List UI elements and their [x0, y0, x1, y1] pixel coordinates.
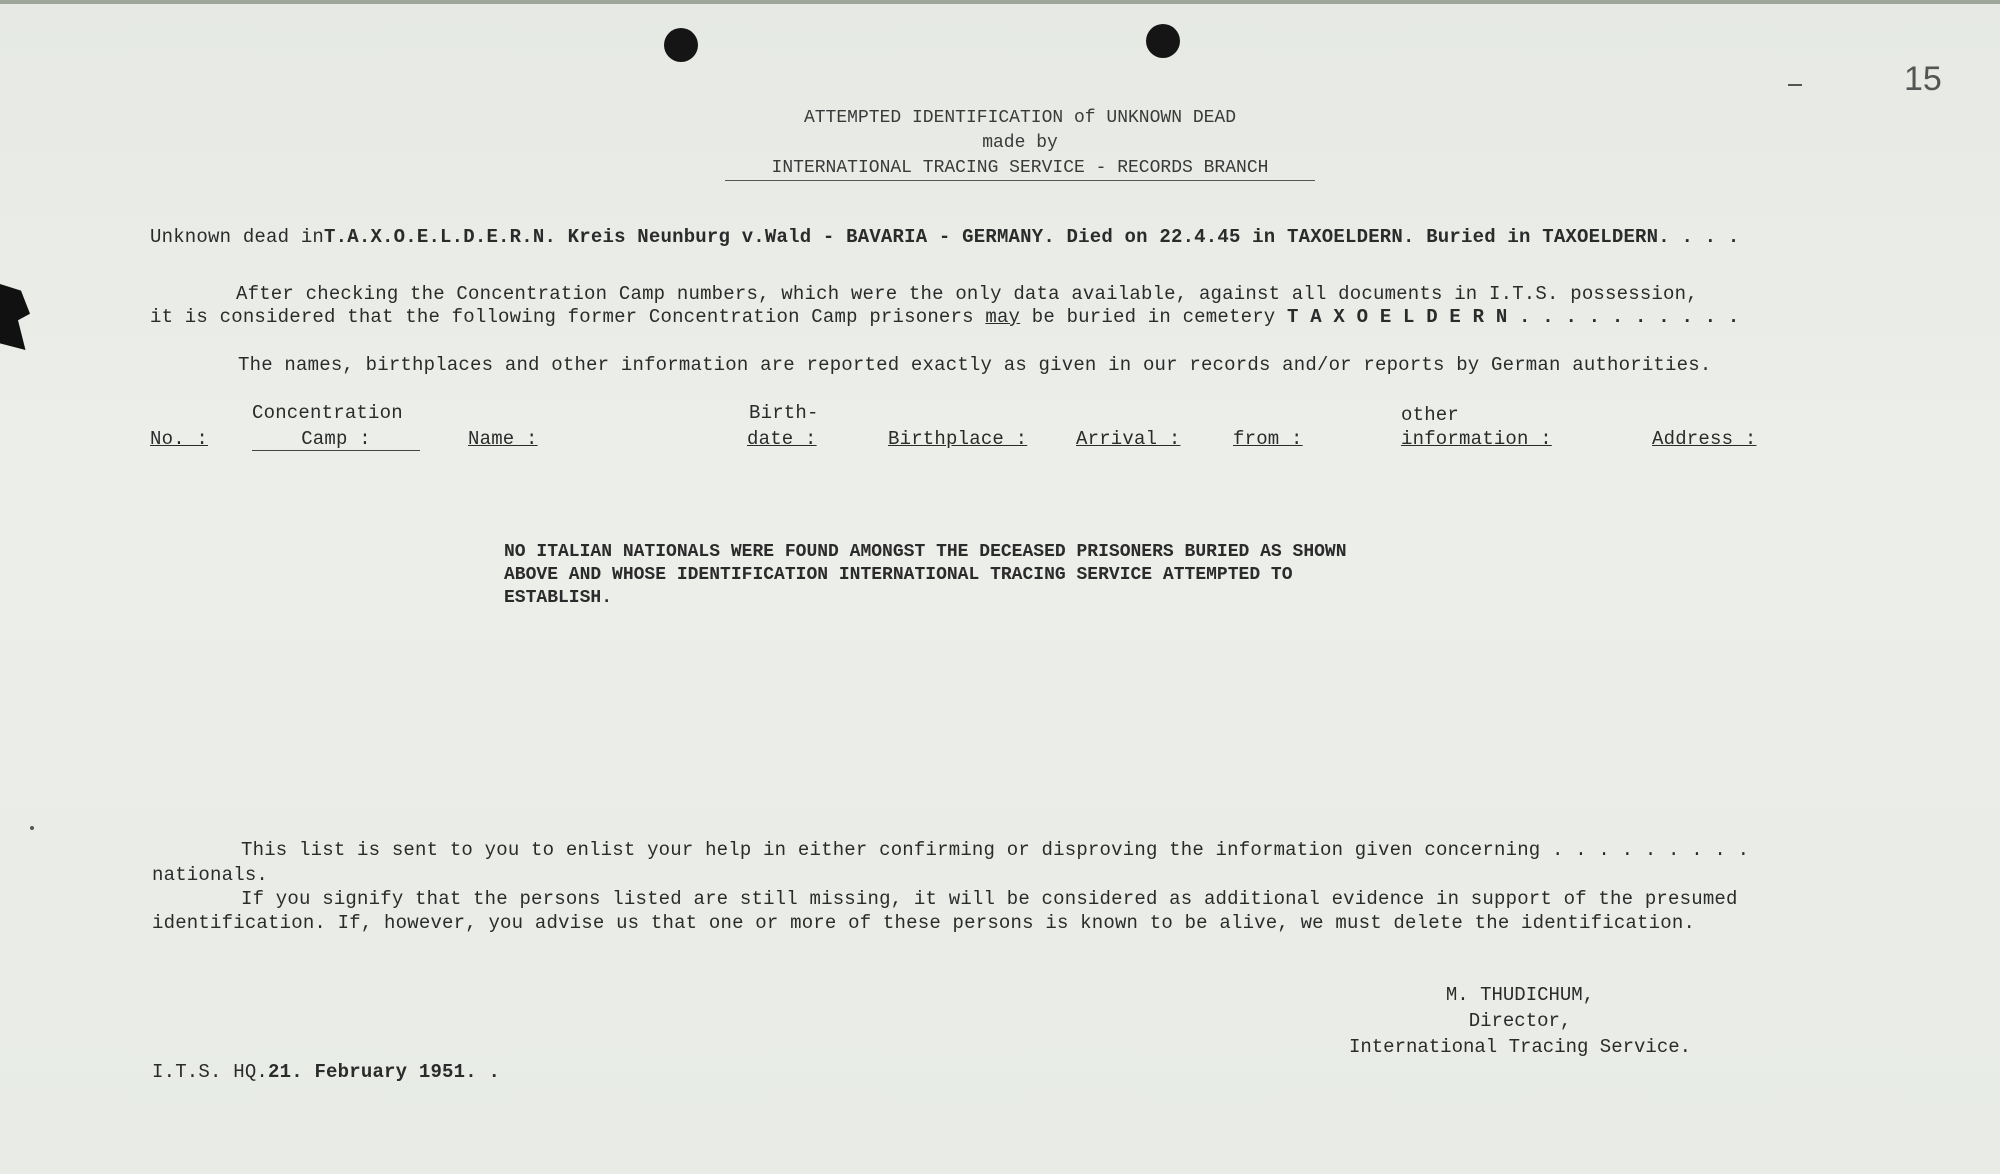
- unknown-dead-prefix: Unknown dead in: [150, 226, 325, 248]
- unknown-dead-line: [150, 226, 1739, 248]
- col-name: Name :: [468, 428, 538, 450]
- intro-line-2-a: it is considered that the following former Concentration Camp prisoners: [150, 306, 986, 328]
- col-camp-top: Concentration: [252, 402, 403, 424]
- col-camp-bottom: Camp :: [252, 428, 420, 451]
- col-birth-bottom: date :: [747, 428, 817, 450]
- footer-line: [152, 1061, 500, 1083]
- punch-hole-left: [664, 28, 698, 62]
- signatory-title: Director,: [1468, 1010, 1572, 1032]
- header-line-2: made by: [982, 133, 1058, 153]
- closing-line-4: identification. If, however, you advise us that one or more of these persons is known to be alive, we must delete the identification.: [152, 912, 1696, 934]
- unknown-dead-details: T.A.X.O.E.L.D.E.R.N. Kreis Neunburg v.Wald - BAVARIA - GERMANY. Died on 22.4.45 in TAXOELDERN. Buried in TAXOELDERN. . . .: [324, 226, 1740, 248]
- intro-line-2-b: be buried in cemetery: [1020, 306, 1287, 328]
- header-line-3: INTERNATIONAL TRACING SERVICE - RECORDS BRANCH: [771, 158, 1269, 178]
- intro-may: may: [985, 306, 1021, 328]
- col-arrival: Arrival :: [1076, 428, 1181, 450]
- punch-hole-right: [1146, 24, 1180, 58]
- col-other-bottom: information :: [1401, 428, 1552, 450]
- intro-line-1: After checking the Concentration Camp numbers, which were the only data available, against all documents in I.T.S. possession,: [236, 283, 1698, 305]
- col-from: from :: [1233, 428, 1303, 450]
- header-underline: [725, 180, 1315, 181]
- intro-line-2: [150, 306, 1739, 328]
- col-address: Address :: [1652, 428, 1757, 450]
- footer-date: 21. February 1951. .: [268, 1061, 501, 1083]
- col-other-top: other: [1401, 404, 1460, 426]
- no-italian-nationals-notice: NO ITALIAN NATIONALS WERE FOUND AMONGST THE DECEASED PRISONERS BURIED AS SHOWN ABOVE AND WHOSE IDENTIFICATION INTERNATIONAL TRACING SERVICE ATTEMPTED TO ESTABLISH.: [504, 542, 1347, 608]
- closing-line-2: nationals.: [152, 864, 269, 886]
- speck: [30, 826, 34, 830]
- signatory-org: International Tracing Service.: [1348, 1036, 1692, 1058]
- cemetery-name: T A X O E L D E R N . . . . . . . . . .: [1287, 306, 1740, 328]
- col-no: No. :: [150, 428, 209, 450]
- signatory-name: M. THUDICHUM,: [1445, 984, 1595, 1006]
- page-number: 15: [1904, 60, 1942, 98]
- scan-top-edge: [0, 0, 2000, 4]
- closing-line-3: If you signify that the persons listed are still missing, it will be considered as additional evidence in support of the presumed: [241, 888, 1738, 910]
- closing-line-1: This list is sent to you to enlist your help in either confirming or disproving the information given concerning . . . . . . . . .: [241, 839, 1750, 861]
- footer-prefix: I.T.S. HQ.: [152, 1061, 269, 1083]
- speck: [1788, 84, 1802, 86]
- signature-block: [1320, 982, 1720, 1060]
- names-note: The names, birthplaces and other information are reported exactly as given in our records and/or reports by German authorities.: [238, 354, 1712, 376]
- col-birthplace: Birthplace :: [888, 428, 1028, 450]
- scan-edge-mark: [0, 284, 30, 350]
- col-birth-top: Birth-: [749, 402, 819, 424]
- header-line-1: ATTEMPTED IDENTIFICATION of UNKNOWN DEAD: [803, 108, 1237, 128]
